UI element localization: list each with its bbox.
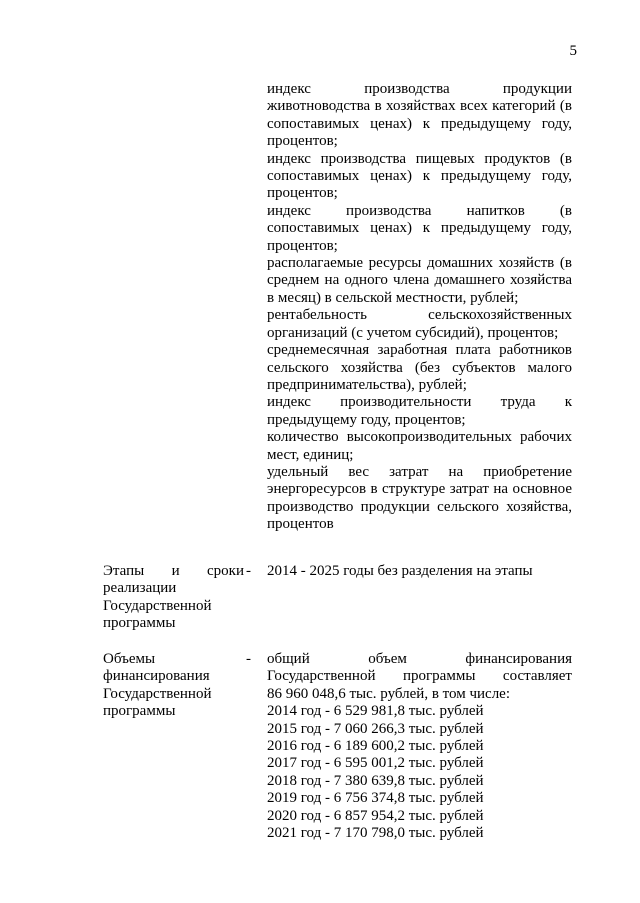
finance-year-line: 2020 год - 6 857 954,2 тыс. рублей [267,807,484,824]
finance-total: 86 960 048,6 тыс. рублей, в том числе: [267,685,511,702]
stages-label-rest: реализации Государственной программы [103,580,212,632]
indicator-item: индекс производства продукции животноводства в хозяйствах всех категорий (в сопоставимых ценах) к предыдущему году, процентов; [267,81,572,150]
finance-year-line: 2014 год - 6 529 981,8 тыс. рублей [267,703,484,720]
finance-value [267,651,572,842]
finance-intro-word: Государственной [267,668,376,685]
stages-label-word: Этапы [103,563,145,579]
indicator-item: индекс производства напитков (в сопоставимых ценах) к предыдущему году, процентов; [267,202,572,254]
indicators-list [267,81,572,534]
finance-intro-word: финансирования [465,651,572,667]
finance-year-line: 2019 год - 6 756 374,8 тыс. рублей [267,790,484,807]
finance-dash: - [246,651,251,667]
indicator-item: располагаемые ресурсы домашних хозяйств (в среднем на одного члена домашнего хозяйства в месяц) в сельской местности, рублей; [267,255,572,306]
stages-label-first-line [103,563,244,580]
finance-intro-word: объем [368,651,407,667]
stages-dash: - [246,563,251,579]
finance-year-line: 2017 год - 6 595 001,2 тыс. рублей [267,755,484,772]
stages-label-word: и [171,563,180,579]
finance-intro-word: программы [403,668,476,685]
finance-intro-word: общий [267,651,310,667]
finance-year-line: 2018 год - 7 380 639,8 тыс. рублей [267,772,484,789]
indicator-item: среднемесячная заработная плата работников сельского хозяйства (без субъектов малого предпринимательства), рублей; [267,342,572,393]
finance-year-line: 2016 год - 6 189 600,2 тыс. рублей [267,738,484,755]
finance-year-line: 2015 год - 7 060 266,3 тыс. рублей [267,720,484,737]
finance-intro-line-2 [267,668,572,685]
page-number: 5 [569,43,577,59]
finance-year-line: 2021 год - 7 170 798,0 тыс. рублей [267,825,484,842]
stages-value: 2014 - 2025 годы без разделения на этапы [267,563,533,579]
indicator-item: удельный вес затрат на приобретение энергоресурсов в структуре затрат на основное производство продукции сельского хозяйства, процентов [267,463,572,533]
finance-intro-word: составляет [502,668,572,685]
indicator-item: рентабельность сельскохозяйственных организаций (с учетом субсидий), процентов; [267,307,572,341]
indicator-item: индекс производства пищевых продуктов (в сопоставимых ценах) к предыдущему году, процентов; [267,150,572,202]
indicator-item: индекс производительности труда к предыдущему году, процентов; [267,394,572,428]
stages-label-word: сроки [207,563,244,579]
finance-label: Объемы финансирования Государственной программы [103,651,212,720]
indicator-item: количество высокопроизводительных рабочих мест, единиц; [267,429,572,463]
finance-intro-line [267,651,572,668]
stages-label [103,563,253,633]
